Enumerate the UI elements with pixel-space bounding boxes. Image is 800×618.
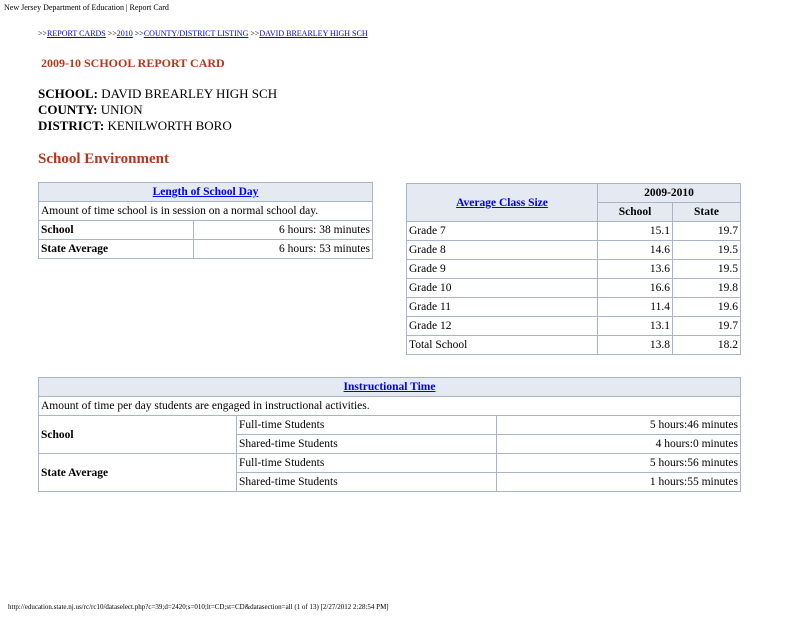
breadcrumb-link-county-listing[interactable]: COUNTY/DISTRICT LISTING	[143, 29, 249, 38]
page-footer-url: http://education.state.nj.us/rc/rc10/dataselect.php?c=39;d=2420;s=010;lt=CD;st=CD&datasection=all (1 of 13) [2/27/2012 2:28:54 PM]	[8, 603, 389, 611]
state-value: 19.8	[673, 279, 741, 298]
class-size-link[interactable]: Average Class Size	[456, 196, 548, 209]
school-value: 13.1	[598, 317, 673, 336]
grade-label: Grade 12	[407, 317, 598, 336]
breadcrumb-link-report-cards[interactable]: REPORT CARDS	[47, 29, 106, 38]
breadcrumb-separator: >>	[107, 29, 117, 38]
section-title: School Environment	[38, 151, 169, 167]
table-row	[407, 241, 741, 260]
table-row	[39, 416, 741, 435]
report-title: 2009-10 SCHOOL REPORT CARD	[41, 56, 225, 70]
length-of-day-link[interactable]: Length of School Day	[152, 186, 259, 198]
county-label: COUNTY:	[38, 102, 98, 117]
col-state-header: State	[673, 203, 741, 222]
class-size-header	[407, 184, 598, 222]
county-name: UNION	[100, 102, 143, 117]
breadcrumb	[38, 29, 368, 38]
row-value: 6 hours: 38 minutes	[194, 221, 373, 240]
state-value: 18.2	[673, 336, 741, 355]
table-row	[39, 454, 741, 473]
instructional-time-link[interactable]: Instructional Time	[343, 381, 436, 393]
school-value: 13.6	[598, 260, 673, 279]
state-value: 19.5	[673, 241, 741, 260]
district-label: DISTRICT:	[38, 118, 105, 133]
group-label: State Average	[39, 454, 237, 492]
grade-label: Grade 8	[407, 241, 598, 260]
table-row	[407, 260, 741, 279]
table-row	[39, 240, 373, 259]
school-value: 15.1	[598, 222, 673, 241]
class-size-table	[406, 183, 741, 355]
table-row	[407, 279, 741, 298]
row-label: School	[39, 221, 194, 240]
school-value: 14.6	[598, 241, 673, 260]
grade-label: Grade 7	[407, 222, 598, 241]
district-name: KENILWORTH BORO	[107, 118, 232, 133]
school-name: DAVID BREARLEY HIGH SCH	[101, 86, 278, 101]
instructional-time-table	[38, 377, 741, 492]
student-type: Full-time Students	[237, 454, 497, 473]
grade-label: Grade 9	[407, 260, 598, 279]
table-row	[407, 317, 741, 336]
school-value: 11.4	[598, 298, 673, 317]
row-label: State Average	[39, 240, 194, 259]
state-value: 19.5	[673, 260, 741, 279]
length-of-day-description: Amount of time school is in session on a normal school day.	[39, 202, 373, 221]
table-row	[407, 298, 741, 317]
county-line	[38, 102, 277, 118]
row-value: 6 hours: 53 minutes	[194, 240, 373, 259]
state-value: 19.7	[673, 317, 741, 336]
class-size-year: 2009-2010	[598, 184, 741, 203]
group-label: School	[39, 416, 237, 454]
breadcrumb-link-year[interactable]: 2010	[116, 29, 133, 38]
student-type: Full-time Students	[237, 416, 497, 435]
grade-label: Grade 11	[407, 298, 598, 317]
table-row	[407, 222, 741, 241]
school-info	[38, 86, 277, 134]
page-header-title: New Jersey Department of Education | Report Card	[4, 3, 169, 12]
state-value: 19.6	[673, 298, 741, 317]
breadcrumb-separator: >>	[38, 29, 48, 38]
grade-label: Total School	[407, 336, 598, 355]
state-value: 19.7	[673, 222, 741, 241]
district-line	[38, 118, 277, 134]
time-value: 5 hours:56 minutes	[497, 454, 741, 473]
breadcrumb-link-school[interactable]: DAVID BREARLEY HIGH SCH	[259, 29, 368, 38]
breadcrumb-separator: >>	[134, 29, 144, 38]
school-value: 16.6	[598, 279, 673, 298]
instructional-time-header	[39, 378, 741, 397]
time-value: 5 hours:46 minutes	[497, 416, 741, 435]
school-value: 13.8	[598, 336, 673, 355]
instructional-time-description: Amount of time per day students are engaged in instructional activities.	[39, 397, 741, 416]
student-type: Shared-time Students	[237, 473, 497, 492]
grade-label: Grade 10	[407, 279, 598, 298]
school-line	[38, 86, 277, 102]
table-row	[39, 221, 373, 240]
time-value: 4 hours:0 minutes	[497, 435, 741, 454]
length-of-day-table	[38, 182, 373, 259]
breadcrumb-separator: >>	[250, 29, 260, 38]
time-value: 1 hours:55 minutes	[497, 473, 741, 492]
student-type: Shared-time Students	[237, 435, 497, 454]
school-label: SCHOOL:	[38, 86, 98, 101]
table-row	[407, 336, 741, 355]
length-of-day-header	[39, 183, 373, 202]
col-school-header: School	[598, 203, 673, 222]
